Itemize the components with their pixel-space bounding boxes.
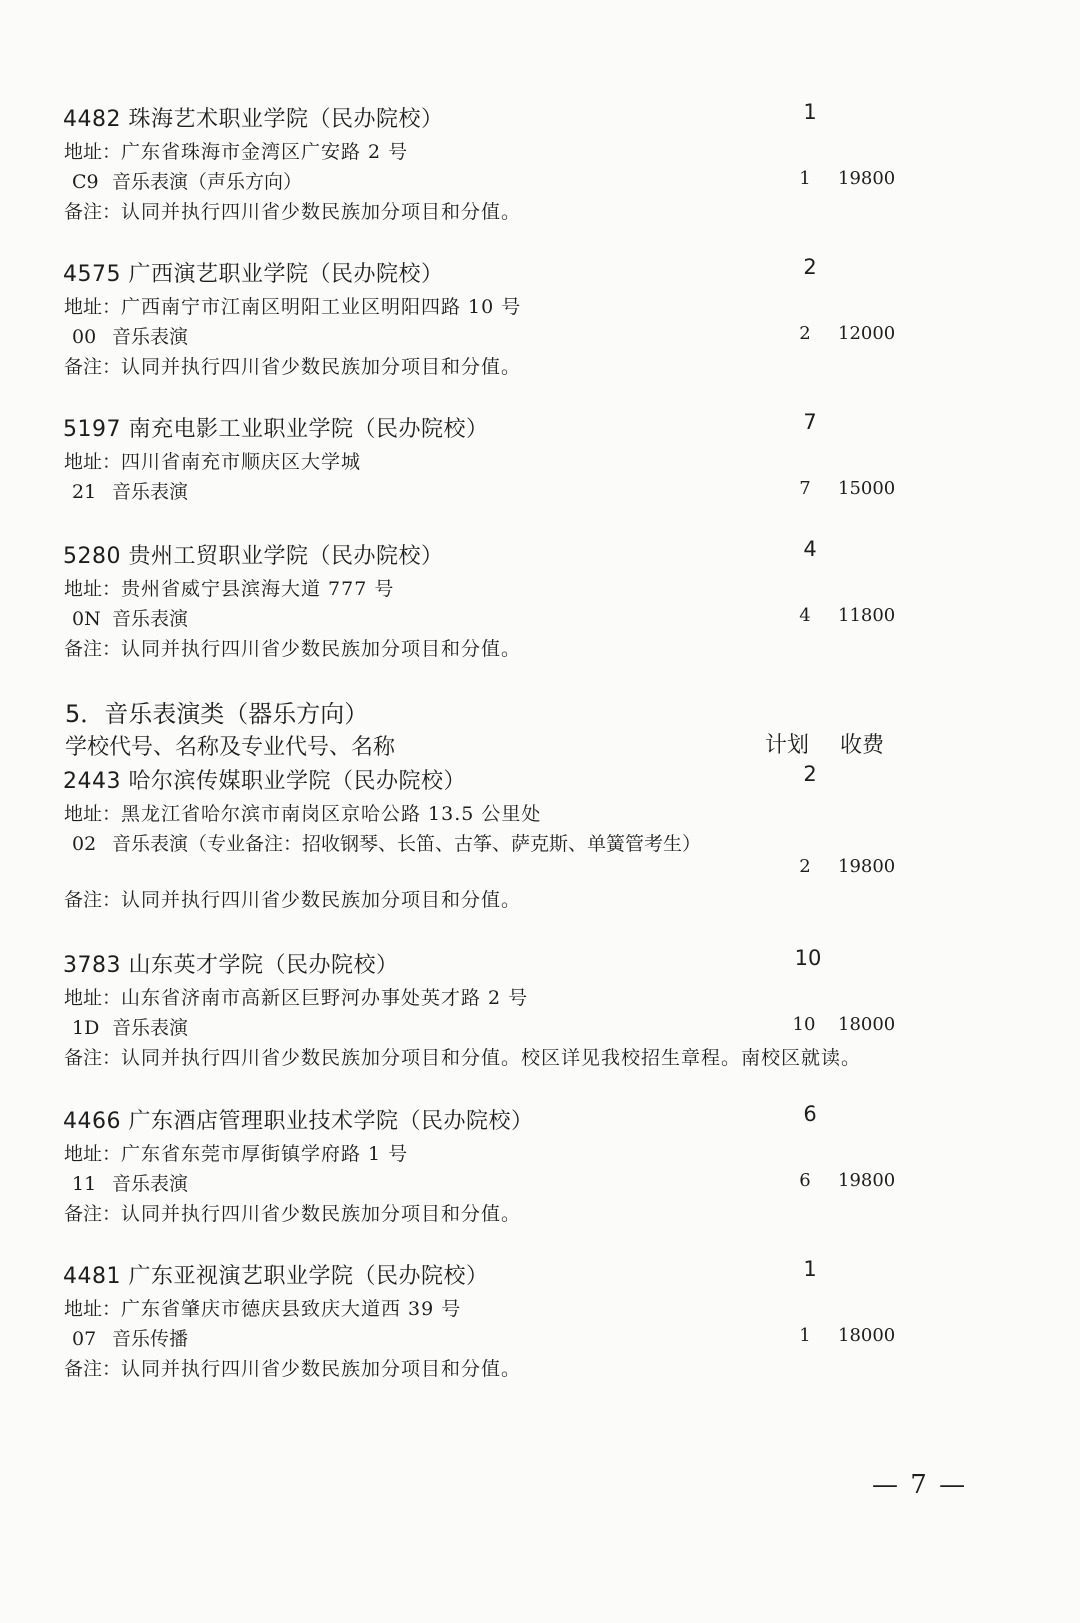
address-label: 地址： (64, 1298, 122, 1320)
address-text: 广东省肇庆市德庆县致庆大道西 39 号 (121, 1298, 462, 1320)
note-text: 认同并执行四川省少数民族加分项目和分值。 (121, 1358, 522, 1380)
major-name: 音乐表演 (112, 481, 189, 503)
major-name: 音乐表演 (112, 1173, 189, 1195)
note-text: 认同并执行四川省少数民族加分项目和分值。 (121, 201, 522, 223)
column-header-fee: 收费 (840, 733, 885, 758)
address-label: 地址： (64, 803, 122, 825)
major-code: 0N (72, 608, 101, 630)
address-text: 四川省南充市顺庆区大学城 (121, 451, 362, 473)
note-label: 备注： (64, 1203, 122, 1225)
page-number: — 7 — (872, 1470, 968, 1500)
major-line (72, 477, 188, 504)
school-plan: 4 (803, 537, 817, 561)
address-text: 广东省珠海市金湾区广安路 2 号 (121, 141, 409, 163)
school-entry (0, 100, 1080, 224)
note-label: 备注： (64, 1047, 122, 1069)
note-text: 认同并执行四川省少数民族加分项目和分值。校区详见我校招生章程。南校区就读。 (121, 1047, 862, 1069)
major-name: 音乐表演（专业备注：招收钢琴、长笛、古筝、萨克斯、单簧管考生） (112, 833, 702, 855)
major-plan: 6 (799, 1170, 811, 1191)
note-label: 备注： (64, 638, 122, 660)
major-code: 07 (72, 1328, 97, 1350)
column-header-school: 学校代号、名称及专业代号、名称 (65, 735, 396, 760)
major-fee: 19800 (838, 168, 896, 189)
school-address (64, 137, 408, 164)
school-note (64, 885, 521, 912)
school-address (64, 983, 528, 1010)
major-fee: 15000 (838, 478, 896, 499)
school-entry (0, 1257, 1080, 1381)
major-code: 21 (72, 481, 97, 503)
address-label: 地址： (64, 141, 122, 163)
major-line (72, 1013, 188, 1040)
school-title: 2443 哈尔滨传媒职业学院（民办院校） (63, 769, 466, 794)
school-plan: 7 (803, 410, 817, 434)
school-title: 4482 珠海艺术职业学院（民办院校） (63, 107, 444, 132)
major-fee: 19800 (838, 856, 896, 877)
column-header-plan: 计划 (765, 733, 810, 758)
major-fee: 19800 (838, 1170, 896, 1191)
school-plan: 2 (803, 762, 817, 786)
school-address (64, 1294, 461, 1321)
address-label: 地址： (64, 296, 122, 318)
school-note (64, 1199, 521, 1226)
school-plan: 1 (803, 100, 817, 124)
major-plan: 2 (799, 323, 811, 344)
major-plan: 1 (799, 1325, 811, 1346)
note-label: 备注： (64, 1358, 122, 1380)
address-text: 黑龙江省哈尔滨市南岗区京哈公路 13.5 公里处 (121, 803, 542, 825)
school-address (64, 1139, 408, 1166)
major-plan: 7 (799, 478, 811, 499)
note-text: 认同并执行四川省少数民族加分项目和分值。 (121, 638, 522, 660)
major-plan: 1 (799, 168, 811, 189)
school-note (64, 634, 521, 661)
major-line (72, 1169, 188, 1196)
major-name: 音乐表演 (112, 326, 189, 348)
address-label: 地址： (64, 451, 122, 473)
address-label: 地址： (64, 987, 122, 1009)
school-address (64, 292, 521, 319)
major-code: C9 (72, 171, 99, 193)
school-title: 4575 广西演艺职业学院（民办院校） (63, 262, 444, 287)
address-text: 广西南宁市江南区明阳工业区明阳四路 10 号 (121, 296, 522, 318)
major-line (72, 1324, 188, 1351)
school-title: 5197 南充电影工业职业学院（民办院校） (63, 417, 489, 442)
note-text: 认同并执行四川省少数民族加分项目和分值。 (121, 356, 522, 378)
note-text: 认同并执行四川省少数民族加分项目和分值。 (121, 1203, 522, 1225)
school-note (64, 1354, 521, 1381)
major-line (72, 829, 701, 856)
major-fee: 11800 (838, 605, 896, 626)
section-title: 5．音乐表演类（器乐方向） (65, 700, 369, 728)
major-code: 1D (72, 1017, 100, 1039)
school-title: 4481 广东亚视演艺职业学院（民办院校） (63, 1264, 489, 1289)
school-plan: 2 (803, 255, 817, 279)
note-text: 认同并执行四川省少数民族加分项目和分值。 (121, 889, 522, 911)
note-label: 备注： (64, 356, 122, 378)
note-label: 备注： (64, 201, 122, 223)
major-line (72, 604, 188, 631)
school-entry (0, 537, 1080, 661)
school-address (64, 574, 394, 601)
major-code: 02 (72, 833, 97, 855)
school-note (64, 352, 521, 379)
school-plan: 1 (803, 1257, 817, 1281)
major-name: 音乐表演 (112, 608, 189, 630)
major-name: 音乐传播 (112, 1328, 189, 1350)
major-fee: 18000 (838, 1325, 896, 1346)
school-address (64, 447, 361, 474)
school-entry (0, 255, 1080, 379)
school-note (64, 1043, 861, 1070)
address-label: 地址： (64, 1143, 122, 1165)
school-entry (0, 762, 1080, 912)
school-entry (0, 946, 1080, 1070)
school-title: 4466 广东酒店管理职业技术学院（民办院校） (63, 1109, 534, 1134)
address-text: 贵州省威宁县滨海大道 777 号 (121, 578, 395, 600)
school-note (64, 197, 521, 224)
address-text: 广东省东莞市厚街镇学府路 1 号 (121, 1143, 409, 1165)
school-entry (0, 410, 1080, 504)
address-text: 山东省济南市高新区巨野河办事处英才路 2 号 (121, 987, 529, 1009)
major-fee: 18000 (838, 1014, 896, 1035)
school-entry (0, 1102, 1080, 1226)
major-name: 音乐表演（声乐方向） (112, 171, 303, 193)
school-plan: 6 (803, 1102, 817, 1126)
school-plan: 10 (794, 946, 822, 970)
major-plan: 4 (799, 605, 811, 626)
school-address (64, 799, 541, 826)
note-label: 备注： (64, 889, 122, 911)
address-label: 地址： (64, 578, 122, 600)
major-line (72, 322, 188, 349)
major-fee: 12000 (838, 323, 896, 344)
school-title: 3783 山东英才学院（民办院校） (63, 953, 399, 978)
major-plan: 2 (799, 856, 811, 877)
school-title: 5280 贵州工贸职业学院（民办院校） (63, 544, 444, 569)
major-name: 音乐表演 (112, 1017, 189, 1039)
major-plan: 10 (792, 1014, 816, 1035)
major-line (72, 167, 302, 194)
major-code: 11 (72, 1173, 97, 1195)
major-code: 00 (72, 326, 97, 348)
